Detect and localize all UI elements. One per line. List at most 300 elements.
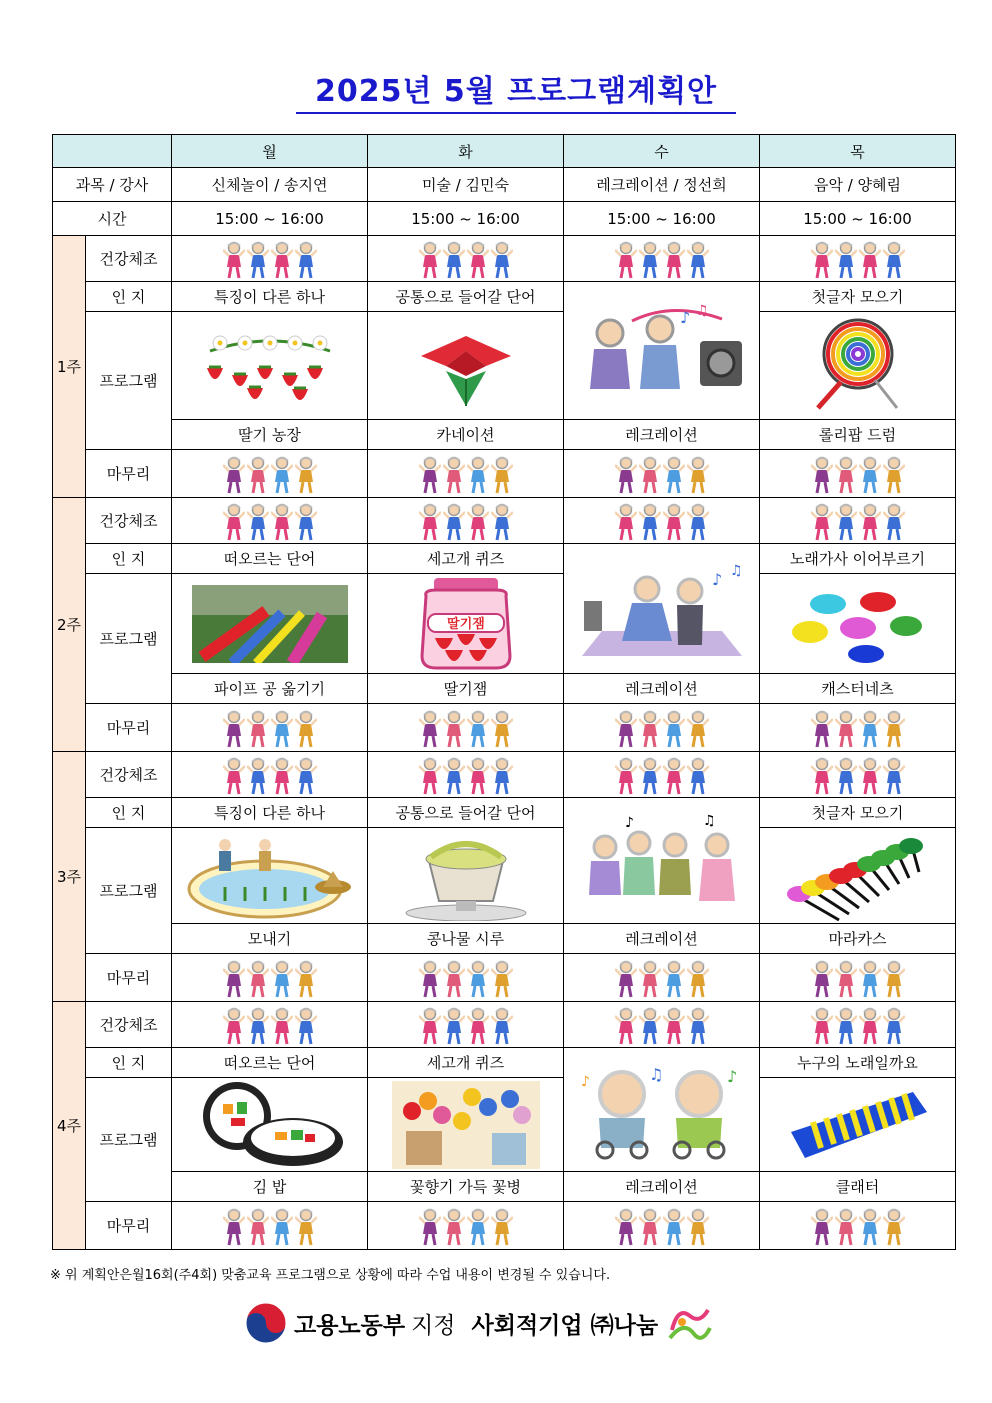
senior-figure-icon [883,503,905,541]
senior-figure-icon [491,757,513,795]
exercise-label: 건강체조 [86,236,172,282]
senior-figure-icon [419,456,441,494]
closing-cell [172,704,368,752]
exercise-cell [172,752,368,798]
senior-figure-icon [639,710,661,748]
closing-cell [172,450,368,498]
seniors-karaoke-icon [572,301,752,401]
program-name-cell: 딸기잼 [368,674,564,704]
closing-cell [368,704,564,752]
senior-figure-icon [467,1208,489,1246]
svg-text:♪: ♪ [580,1073,590,1090]
closing-label: 마무리 [86,704,172,752]
senior-figure-icon [271,1007,293,1045]
senior-figure-icon [859,757,881,795]
senior-figure-icon [443,1208,465,1246]
senior-figure-icon [419,757,441,795]
closing-figures [172,1206,367,1246]
exercise-cell [564,498,760,544]
senior-figure-icon [687,960,709,998]
senior-figure-icon [271,1208,293,1246]
recreation-picture-cell [564,798,760,924]
rice-planting-icon [185,831,355,921]
lollipop-drum-icon [793,316,923,416]
closing-figures [172,708,367,748]
senior-figure-icon [883,960,905,998]
senior-figure-icon [247,1007,269,1045]
program-picture-cell [172,312,368,420]
exercise-cell [172,236,368,282]
ministry-logo-icon [244,1301,288,1345]
exercise-cell [368,498,564,544]
senior-figure-icon [663,960,685,998]
senior-figure-icon [835,503,857,541]
exercise-cell [368,236,564,282]
senior-figure-icon [247,757,269,795]
closing-figures [564,708,759,748]
senior-figure-icon [467,456,489,494]
time-cell: 15:00 ~ 16:00 [564,202,760,236]
flower-vase-icon [392,1081,540,1169]
program-picture-cell [760,1078,956,1172]
exercise-figures [172,501,367,541]
senior-figure-icon [491,241,513,279]
senior-figure-icon [467,1007,489,1045]
closing-figures [368,454,563,494]
closing-cell [564,450,760,498]
subject-cell: 레크레이션 / 정선희 [564,168,760,202]
senior-figure-icon [615,503,637,541]
kimbap-icon [195,1080,345,1170]
closing-cell [172,954,368,1002]
senior-figure-icon [295,1208,317,1246]
exercise-figures [172,239,367,279]
senior-figure-icon [443,503,465,541]
program-name-cell: 파이프 공 옮기기 [172,674,368,704]
senior-figure-icon [615,1007,637,1045]
senior-figure-icon [639,757,661,795]
senior-figure-icon [419,960,441,998]
footer-designated: 지정 [411,1312,456,1339]
exercise-cell [368,1002,564,1048]
exercise-figures [172,1005,367,1045]
senior-figure-icon [883,757,905,795]
exercise-cell [760,498,956,544]
senior-figure-icon [467,960,489,998]
program-name-cell: 꽃향기 가득 꽃병 [368,1172,564,1202]
exercise-cell [172,498,368,544]
closing-figures [368,1206,563,1246]
program-picture-cell [368,1078,564,1172]
closing-cell [760,450,956,498]
cognition-cell: 노래가사 이어부르기 [760,544,956,574]
senior-figure-icon [687,1007,709,1045]
footer-ministry: 고용노동부 [294,1312,406,1339]
closing-cell [368,1202,564,1250]
senior-figure-icon [811,241,833,279]
senior-figure-icon [859,1007,881,1045]
exercise-figures [368,239,563,279]
strawberry-jam-jar-icon [406,576,526,671]
senior-figure-icon [835,960,857,998]
seniors-dancing-icon [572,561,752,656]
program-picture-cell [172,1078,368,1172]
footer [244,1300,714,1346]
subject-cell: 음악 / 양혜림 [760,168,956,202]
senior-figure-icon [491,503,513,541]
senior-figure-icon [883,456,905,494]
senior-figure-icon [639,456,661,494]
exercise-cell [564,1002,760,1048]
senior-figure-icon [223,1007,245,1045]
time-cell: 15:00 ~ 16:00 [760,202,956,236]
senior-figure-icon [223,456,245,494]
program-name-cell: 모내기 [172,924,368,954]
cognition-cell: 특징이 다른 하나 [172,798,368,828]
program-name-cell: 레크레이션 [564,674,760,704]
senior-figure-icon [811,503,833,541]
senior-figure-icon [491,1208,513,1246]
closing-label: 마무리 [86,954,172,1002]
closing-figures [564,454,759,494]
senior-figure-icon [271,960,293,998]
senior-figure-icon [247,960,269,998]
cognition-label: 인 지 [86,282,172,312]
bean-sprout-pot-icon [401,831,531,921]
cognition-cell: 공통으로 들어갈 단어 [368,282,564,312]
program-picture-cell [760,312,956,420]
senior-figure-icon [663,503,685,541]
footnote: ※ 위 계획안은월16회(주4회) 맞춤교육 프로그램으로 상황에 따라 수업 내용이 변경될 수 있습니다. [50,1268,611,1283]
cognition-cell: 첫글자 모으기 [760,282,956,312]
senior-figure-icon [271,757,293,795]
program-picture-cell [368,574,564,674]
senior-figure-icon [223,710,245,748]
svg-text:♫: ♫ [729,563,743,579]
senior-figure-icon [247,456,269,494]
closing-cell [172,1202,368,1250]
senior-figure-icon [687,503,709,541]
senior-figure-icon [811,1208,833,1246]
senior-figure-icon [835,710,857,748]
senior-figure-icon [295,757,317,795]
exercise-cell [368,752,564,798]
svg-text:♪: ♪ [679,307,690,327]
exercise-figures [368,501,563,541]
closing-cell [760,704,956,752]
program-name-cell: 카네이션 [368,420,564,450]
svg-text:♫: ♫ [648,1064,663,1084]
program-name-cell: 롤리팝 드럼 [760,420,956,450]
senior-figure-icon [663,710,685,748]
cognition-cell: 떠오르는 단어 [172,544,368,574]
closing-cell [564,954,760,1002]
senior-figure-icon [687,241,709,279]
senior-figure-icon [443,1007,465,1045]
senior-figure-icon [247,710,269,748]
exercise-figures [564,501,759,541]
cognition-cell: 누구의 노래일까요 [760,1048,956,1078]
nanum-logo-icon [664,1300,714,1346]
senior-figure-icon [859,503,881,541]
program-schedule-table [52,134,956,1250]
exercise-figures [760,755,955,795]
exercise-figures [564,239,759,279]
senior-figure-icon [615,1208,637,1246]
senior-figure-icon [639,503,661,541]
program-name-cell: 마라카스 [760,924,956,954]
page-title: 2025년 5월 프로그램계획안 [296,72,736,114]
program-name-cell: 레크레이션 [564,924,760,954]
program-label: 프로그램 [86,828,172,954]
senior-figure-icon [835,456,857,494]
senior-figure-icon [835,1007,857,1045]
senior-figure-icon [883,710,905,748]
senior-figure-icon [295,710,317,748]
closing-cell [564,704,760,752]
program-label: 프로그램 [86,574,172,704]
senior-figure-icon [687,757,709,795]
week-label: 2주 [53,498,86,752]
recreation-picture-cell [564,1048,760,1172]
castanets-icon [788,584,928,664]
senior-figure-icon [663,1208,685,1246]
week-label: 3주 [53,752,86,1002]
senior-figure-icon [883,1208,905,1246]
recreation-picture-cell [564,282,760,420]
senior-figure-icon [811,960,833,998]
subject-cell: 미술 / 김민숙 [368,168,564,202]
senior-figure-icon [639,1007,661,1045]
senior-figure-icon [687,710,709,748]
time-cell: 15:00 ~ 16:00 [368,202,564,236]
cognition-label: 인 지 [86,544,172,574]
closing-figures [368,958,563,998]
closing-figures [172,958,367,998]
senior-figure-icon [443,960,465,998]
senior-figure-icon [883,241,905,279]
senior-figure-icon [639,1208,661,1246]
exercise-label: 건강체조 [86,498,172,544]
senior-figure-icon [811,456,833,494]
senior-figure-icon [419,1208,441,1246]
senior-figure-icon [491,1007,513,1045]
cognition-cell: 첫글자 모으기 [760,798,956,828]
senior-figure-icon [811,757,833,795]
week-label: 4주 [53,1002,86,1250]
program-picture-cell [760,828,956,924]
senior-figure-icon [295,241,317,279]
senior-figure-icon [419,1007,441,1045]
closing-label: 마무리 [86,1202,172,1250]
senior-figure-icon [223,1208,245,1246]
program-picture-cell [760,574,956,674]
closing-cell [564,1202,760,1250]
closing-cell [760,1202,956,1250]
closing-figures [760,708,955,748]
senior-figure-icon [663,456,685,494]
exercise-figures [564,1005,759,1045]
carnation-origami-icon [406,321,526,411]
senior-figure-icon [467,710,489,748]
senior-figure-icon [859,456,881,494]
closing-figures [564,1206,759,1246]
senior-figure-icon [811,1007,833,1045]
program-label: 프로그램 [86,312,172,450]
senior-figure-icon [663,1007,685,1045]
exercise-cell [760,752,956,798]
senior-figure-icon [663,241,685,279]
senior-figure-icon [687,1208,709,1246]
senior-figure-icon [443,241,465,279]
senior-figure-icon [859,241,881,279]
closing-cell [760,954,956,1002]
exercise-label: 건강체조 [86,752,172,798]
subject-cell: 신체놀이 / 송지연 [172,168,368,202]
time-label: 시간 [53,202,172,236]
closing-figures [760,1206,955,1246]
program-picture-cell [368,312,564,420]
senior-figure-icon [295,456,317,494]
program-picture-cell [172,574,368,674]
senior-figure-icon [223,757,245,795]
senior-figure-icon [443,710,465,748]
senior-figure-icon [639,241,661,279]
seniors-wheelchair-icon [577,1060,747,1160]
day-header-thu: 목 [760,135,956,168]
exercise-cell [760,1002,956,1048]
senior-figure-icon [835,1208,857,1246]
senior-figure-icon [639,960,661,998]
program-picture-cell [368,828,564,924]
senior-figure-icon [859,710,881,748]
program-name-cell: 김 밥 [172,1172,368,1202]
pipe-ball-game-icon [192,585,348,663]
svg-text:♪: ♪ [624,815,634,831]
exercise-cell [172,1002,368,1048]
svg-text:♪: ♪ [726,1066,737,1086]
program-name-cell: 콩나물 시루 [368,924,564,954]
exercise-cell [564,236,760,282]
exercise-figures [760,1005,955,1045]
closing-cell [368,954,564,1002]
closing-figures [172,454,367,494]
senior-figure-icon [295,960,317,998]
program-name-cell: 레크레이션 [564,420,760,450]
senior-figure-icon [835,241,857,279]
exercise-label: 건강체조 [86,1002,172,1048]
senior-figure-icon [295,503,317,541]
senior-figure-icon [859,1208,881,1246]
jam-label-text: 딸기잼 [446,617,485,632]
seniors-singing-icon [577,813,747,908]
exercise-figures [760,501,955,541]
senior-figure-icon [443,757,465,795]
senior-figure-icon [419,710,441,748]
senior-figure-icon [419,241,441,279]
closing-label: 마무리 [86,450,172,498]
cognition-cell: 세고개 퀴즈 [368,1048,564,1078]
senior-figure-icon [419,503,441,541]
header-corner [53,135,172,168]
exercise-figures [564,755,759,795]
program-name-cell: 딸기 농장 [172,420,368,450]
footer-company: 사회적기업 ㈜나눔 [471,1312,659,1339]
svg-text:♫: ♫ [702,813,716,829]
closing-figures [760,454,955,494]
exercise-figures [368,755,563,795]
cognition-label: 인 지 [86,1048,172,1078]
senior-figure-icon [615,960,637,998]
senior-figure-icon [615,757,637,795]
senior-figure-icon [223,960,245,998]
senior-figure-icon [491,456,513,494]
exercise-figures [172,755,367,795]
closing-cell [368,450,564,498]
day-header-mon: 월 [172,135,368,168]
program-picture-cell [172,828,368,924]
closing-figures [760,958,955,998]
exercise-cell [760,236,956,282]
program-name-cell: 클래터 [760,1172,956,1202]
closing-figures [564,958,759,998]
senior-figure-icon [663,757,685,795]
senior-figure-icon [467,241,489,279]
strawberry-plant-icon [200,321,340,411]
clatter-instrument-icon [783,1082,933,1167]
senior-figure-icon [491,710,513,748]
senior-figure-icon [467,503,489,541]
senior-figure-icon [295,1007,317,1045]
senior-figure-icon [247,503,269,541]
exercise-figures [368,1005,563,1045]
exercise-figures [760,239,955,279]
senior-figure-icon [223,503,245,541]
closing-figures [368,708,563,748]
senior-figure-icon [443,456,465,494]
senior-figure-icon [223,241,245,279]
cognition-label: 인 지 [86,798,172,828]
senior-figure-icon [615,710,637,748]
program-name-cell: 캐스터네츠 [760,674,956,704]
program-name-cell: 레크레이션 [564,1172,760,1202]
senior-figure-icon [615,456,637,494]
recreation-picture-cell [564,544,760,674]
program-label: 프로그램 [86,1078,172,1202]
day-header-wed: 수 [564,135,760,168]
senior-figure-icon [687,456,709,494]
cognition-cell: 떠오르는 단어 [172,1048,368,1078]
senior-figure-icon [883,1007,905,1045]
senior-figure-icon [859,960,881,998]
subject-label: 과목 / 강사 [53,168,172,202]
cognition-cell: 공통으로 들어갈 단어 [368,798,564,828]
senior-figure-icon [491,960,513,998]
senior-figure-icon [271,710,293,748]
maracas-icon [783,828,933,923]
day-header-tue: 화 [368,135,564,168]
svg-text:♪: ♪ [711,570,722,589]
senior-figure-icon [811,710,833,748]
cognition-cell: 특징이 다른 하나 [172,282,368,312]
cognition-cell: 세고개 퀴즈 [368,544,564,574]
senior-figure-icon [271,503,293,541]
senior-figure-icon [835,757,857,795]
senior-figure-icon [271,456,293,494]
senior-figure-icon [615,241,637,279]
senior-figure-icon [271,241,293,279]
senior-figure-icon [247,241,269,279]
